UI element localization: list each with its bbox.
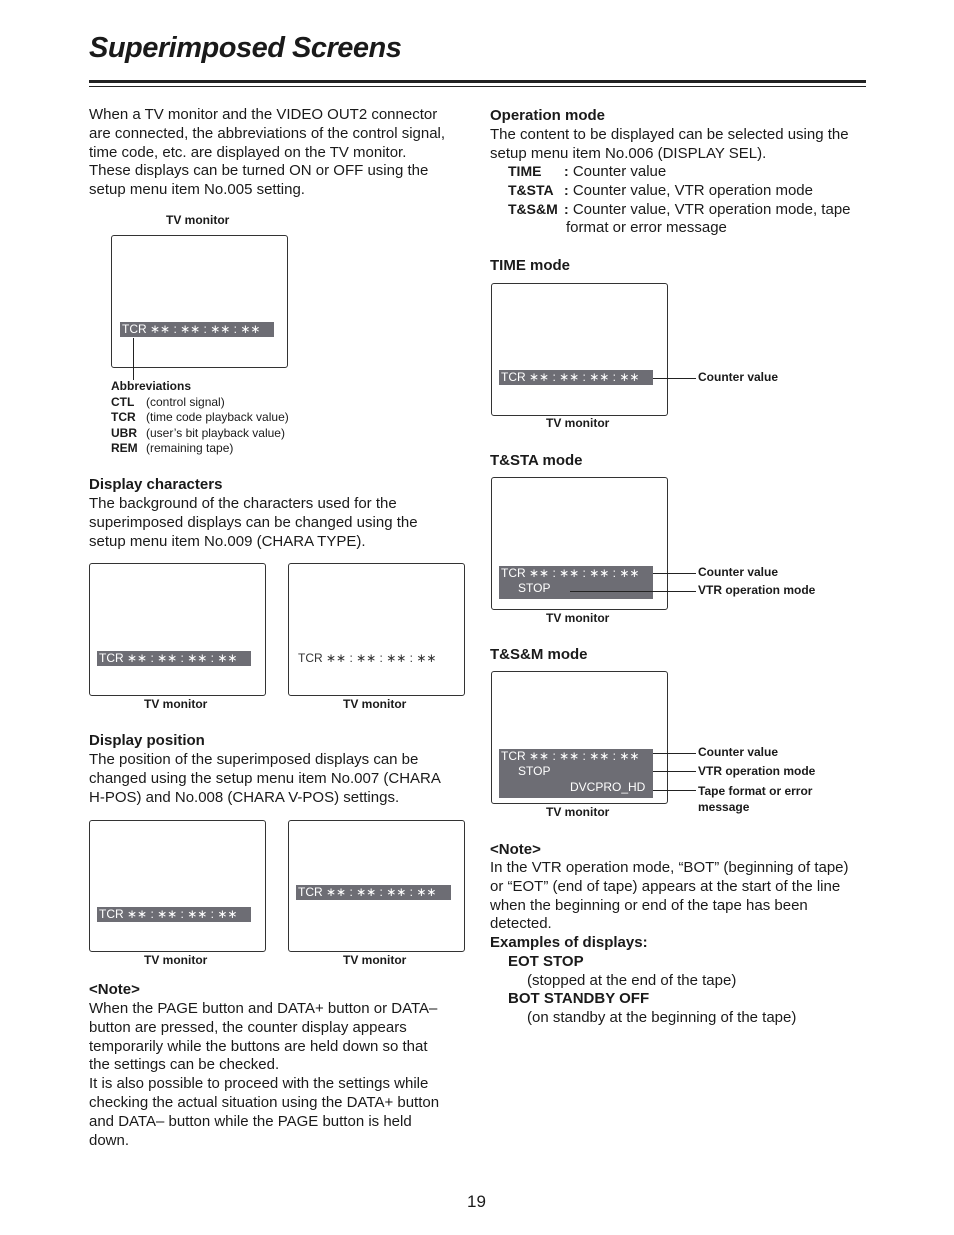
title-rule-thin (89, 86, 866, 87)
paragraph-line: H-POS) and No.008 (CHARA V-POS) settings. (89, 788, 400, 806)
mode-row: T&S&M : Counter value, VTR operation mode, tape (508, 201, 851, 218)
tv-monitor (288, 563, 465, 696)
paragraph-line: The background of the characters used for the (89, 495, 397, 512)
note-heading: <Note> (490, 841, 541, 858)
counter-bar-outline: TCR ∗∗ : ∗∗ : ∗∗ : ∗∗ (296, 651, 458, 666)
mode-row: TIME : Counter value (508, 163, 667, 180)
paragraph-line: It is also possible to proceed with the settings while (89, 1075, 429, 1093)
time-mode-heading: TIME mode (490, 257, 571, 274)
intro-line: time code, etc. are displayed on the TV monitor. (89, 143, 407, 161)
tsm-mode-heading: T&S&M mode (490, 646, 588, 663)
callout-line (653, 573, 696, 574)
intro-line: setup menu item No.005 setting. (89, 181, 305, 199)
paragraph-line: setup menu item No.009 (CHARA TYPE). (89, 532, 366, 550)
display-characters-paragraph (89, 495, 464, 551)
tv-monitor (111, 235, 288, 368)
callout-label: VTR operation mode (698, 583, 816, 597)
tape-format-text: DVCPRO_HD (570, 780, 646, 794)
monitor-label: TV monitor (546, 805, 610, 819)
paragraph-line: the settings can be checked. (89, 1056, 280, 1074)
callout-label: message (698, 800, 750, 814)
note-paragraph (490, 859, 867, 934)
abbreviation-item: TCR (time code playback value) (111, 410, 289, 424)
callout-line (653, 378, 696, 379)
callout-label: Counter value (698, 745, 779, 759)
paragraph-line: and DATA– button while the PAGE button is held (89, 1112, 412, 1130)
monitor-label: TV monitor (166, 213, 230, 227)
callout-line (133, 338, 134, 380)
paragraph-line: down. (89, 1131, 130, 1149)
tv-monitor (89, 820, 266, 952)
tv-monitor (491, 283, 668, 416)
callout-line (653, 771, 696, 772)
mode-row-continuation: format or error message (566, 219, 727, 236)
counter-bar: TCR ∗∗ : ∗∗ : ∗∗ : ∗∗ (97, 907, 251, 922)
paragraph-line: When the PAGE button and DATA+ button or DATA– (89, 1000, 438, 1017)
intro-line: These displays can be turned ON or OFF using the (89, 162, 429, 180)
counter-bar: TCR ∗∗ : ∗∗ : ∗∗ : ∗∗ (499, 370, 653, 385)
callout-label: Counter value (698, 565, 779, 579)
abbreviation-item: CTL (control signal) (111, 395, 225, 409)
tv-monitor (89, 563, 266, 696)
monitor-label: TV monitor (546, 416, 610, 430)
paragraph-line: In the VTR operation mode, “BOT” (beginning of tape) (490, 859, 849, 876)
paragraph-line: or “EOT” (end of tape) appears at the start of the line (490, 877, 841, 895)
callout-label: Tape format or error (698, 784, 813, 798)
paragraph-line: when the beginning or end of the tape has been (490, 896, 808, 914)
mode-row: T&STA : Counter value, VTR operation mode (508, 182, 813, 199)
title-rule (89, 80, 866, 83)
examples-heading: Examples of displays: (490, 934, 648, 951)
callout-line (570, 591, 696, 592)
monitor-label: TV monitor (144, 697, 208, 711)
page-title: Superimposed Screens (89, 32, 402, 64)
status-text: STOP (518, 764, 551, 778)
monitor-label: TV monitor (546, 611, 610, 625)
callout-label: VTR operation mode (698, 764, 816, 778)
monitor-label: TV monitor (144, 953, 208, 967)
paragraph-line: checking the actual situation using the DATA+ button (89, 1093, 440, 1111)
counter-bar: TCR ∗∗ : ∗∗ : ∗∗ : ∗∗ (120, 322, 274, 337)
status-text: STOP (518, 581, 551, 595)
paragraph-line: setup menu item No.006 (DISPLAY SEL). (490, 144, 767, 162)
monitor-label: TV monitor (343, 697, 407, 711)
monitor-label: TV monitor (343, 953, 407, 967)
example-label: EOT STOP (508, 953, 584, 970)
page-number: 19 (467, 1192, 486, 1211)
intro-paragraph (89, 106, 464, 200)
abbreviation-item: REM (remaining tape) (111, 441, 234, 455)
display-position-paragraph (89, 751, 464, 807)
tsta-mode-heading: T&STA mode (490, 452, 583, 469)
abbreviation-item: UBR (user’s bit playback value) (111, 426, 285, 440)
operation-mode-paragraph (490, 126, 867, 164)
intro-line: When a TV monitor and the VIDEO OUT2 connector (89, 106, 438, 123)
paragraph-line: The position of the superimposed displays can be (89, 751, 419, 768)
intro-line: are connected, the abbreviations of the control signal, (89, 124, 446, 142)
paragraph-line: button are pressed, the counter display appears (89, 1018, 407, 1036)
display-position-heading: Display position (89, 732, 205, 749)
example-desc: (on standby at the beginning of the tape) (527, 1009, 797, 1026)
paragraph-line: The content to be displayed can be selected using the (490, 126, 849, 143)
note-heading: <Note> (89, 981, 140, 998)
callout-line (653, 753, 696, 754)
counter-bar: TCR ∗∗ : ∗∗ : ∗∗ : ∗∗ (499, 749, 653, 798)
paragraph-line: detected. (490, 915, 552, 933)
counter-bar: TCR ∗∗ : ∗∗ : ∗∗ : ∗∗ (97, 651, 251, 666)
abbreviations-heading: Abbreviations (111, 379, 192, 393)
example-desc: (stopped at the end of the tape) (527, 972, 737, 989)
callout-line (653, 790, 696, 791)
paragraph-line: changed using the setup menu item No.007 (CHARA (89, 769, 441, 787)
note-paragraph (89, 1000, 464, 1150)
paragraph-line: superimposed displays can be changed using the (89, 513, 418, 531)
display-characters-heading: Display characters (89, 476, 223, 493)
operation-mode-heading: Operation mode (490, 107, 606, 124)
counter-bar: TCR ∗∗ : ∗∗ : ∗∗ : ∗∗ (296, 885, 451, 900)
paragraph-line: temporarily while the buttons are held down so that (89, 1037, 428, 1055)
callout-label: Counter value (698, 370, 779, 384)
example-label: BOT STANDBY OFF (508, 990, 650, 1007)
counter-bar: TCR ∗∗ : ∗∗ : ∗∗ : ∗∗ (499, 566, 653, 599)
